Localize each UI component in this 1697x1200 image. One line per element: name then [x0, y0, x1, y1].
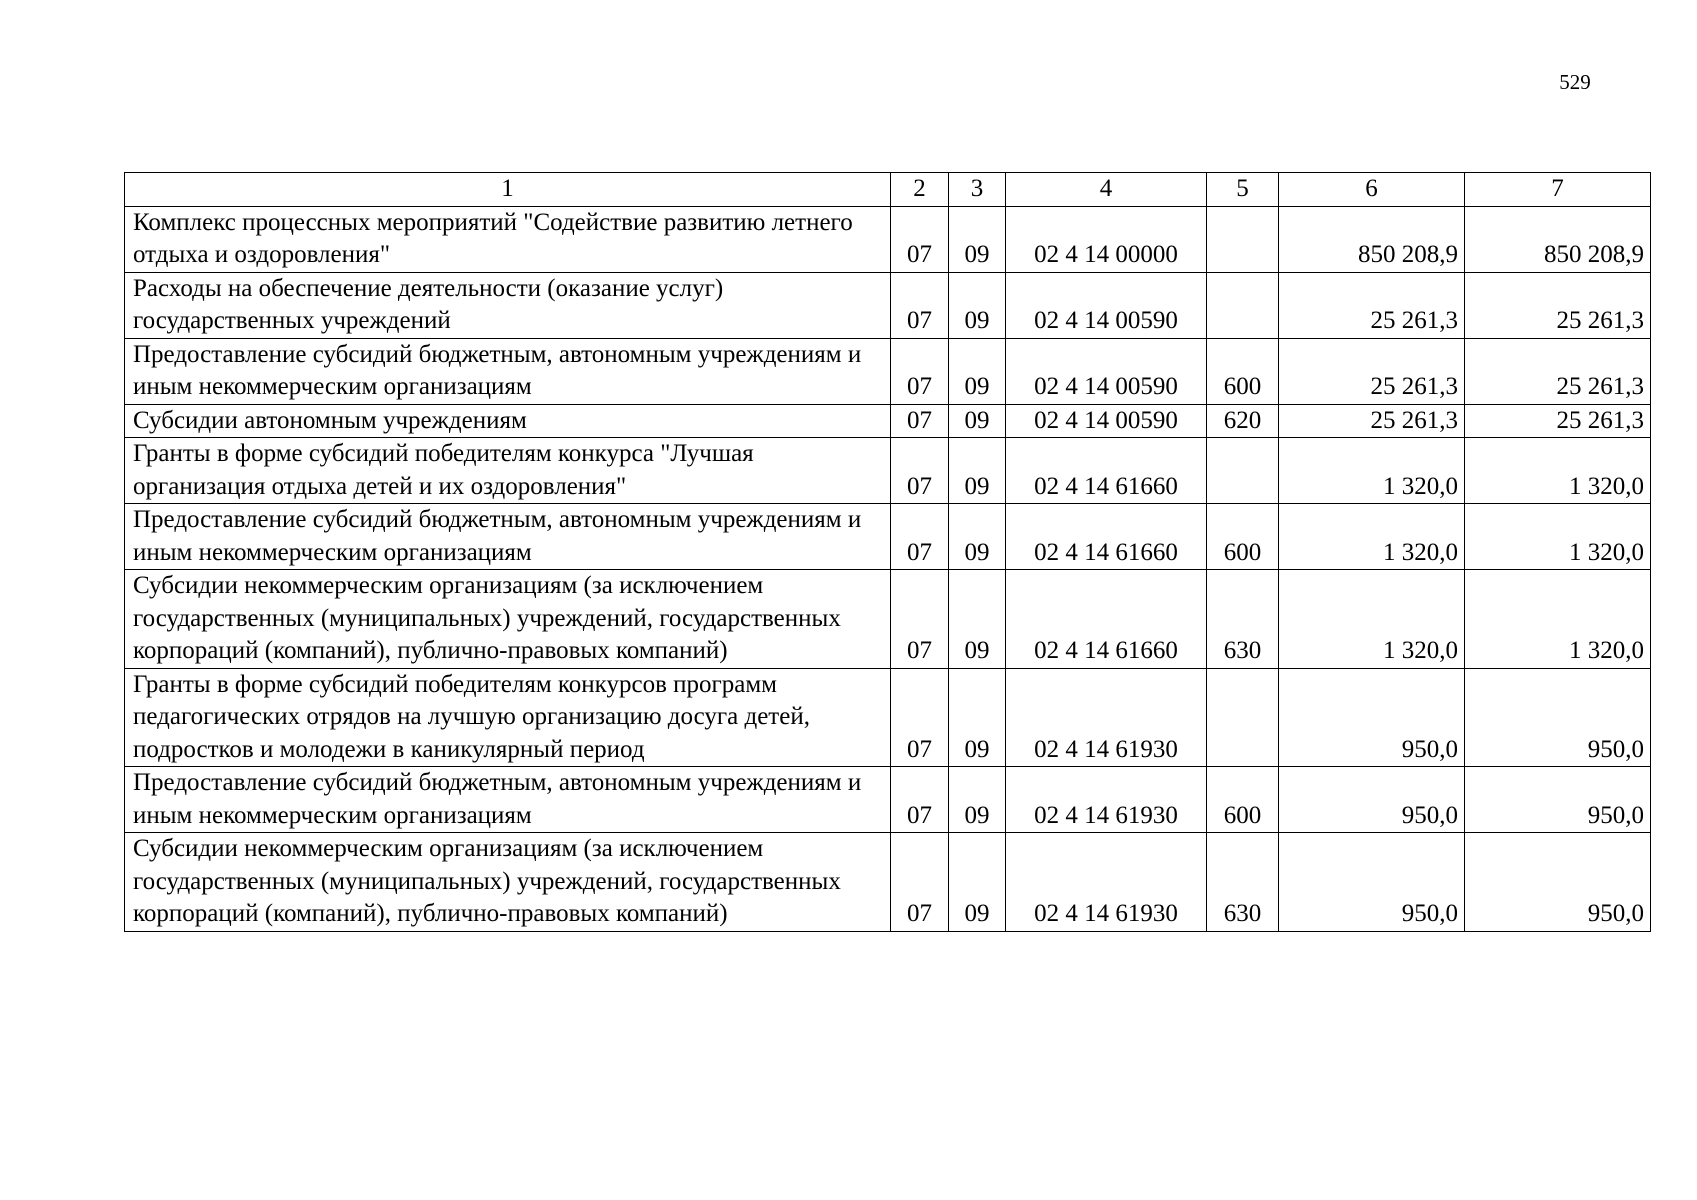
expense-type-code: 630	[1207, 833, 1279, 932]
row-description: Расходы на обеспечение деятельности (оказание услуг) государственных учреждений	[125, 272, 891, 338]
subsection-code: 09	[949, 767, 1006, 833]
row-description: Субсидии некоммерческим организациям (за исключением государственных (муниципальных) учреждений, государственных корпораций (компаний), публично-правовых компаний)	[125, 833, 891, 932]
amount-column-6: 1 320,0	[1279, 438, 1465, 504]
section-code: 07	[891, 438, 949, 504]
amount-column-6: 25 261,3	[1279, 272, 1465, 338]
amount-column-7: 850 208,9	[1465, 206, 1651, 272]
amount-column-7: 25 261,3	[1465, 272, 1651, 338]
subsection-code: 09	[949, 404, 1006, 438]
amount-column-6: 1 320,0	[1279, 504, 1465, 570]
table-row	[125, 272, 1651, 338]
row-description: Предоставление субсидий бюджетным, автономным учреждениям и иным некоммерческим организациям	[125, 504, 891, 570]
expense-type-code	[1207, 668, 1279, 767]
row-description: Субсидии автономным учреждениям	[125, 404, 891, 438]
budget-table	[124, 172, 1651, 932]
section-code: 07	[891, 570, 949, 669]
section-code: 07	[891, 504, 949, 570]
column-header: 7	[1465, 173, 1651, 207]
table-row	[125, 504, 1651, 570]
target-article-code: 02 4 14 61930	[1006, 668, 1207, 767]
row-description: Субсидии некоммерческим организациям (за исключением государственных (муниципальных) учреждений, государственных корпораций (компаний), публично-правовых компаний)	[125, 570, 891, 669]
section-code: 07	[891, 668, 949, 767]
section-code: 07	[891, 404, 949, 438]
target-article-code: 02 4 14 61930	[1006, 767, 1207, 833]
target-article-code: 02 4 14 00590	[1006, 338, 1207, 404]
expense-type-code: 630	[1207, 570, 1279, 669]
amount-column-7: 950,0	[1465, 833, 1651, 932]
amount-column-7: 950,0	[1465, 767, 1651, 833]
section-code: 07	[891, 767, 949, 833]
row-description: Гранты в форме субсидий победителям конкурса "Лучшая организация отдыха детей и их оздоровления"	[125, 438, 891, 504]
amount-column-6: 950,0	[1279, 767, 1465, 833]
target-article-code: 02 4 14 61930	[1006, 833, 1207, 932]
table-row	[125, 833, 1651, 932]
target-article-code: 02 4 14 61660	[1006, 438, 1207, 504]
amount-column-7: 1 320,0	[1465, 570, 1651, 669]
subsection-code: 09	[949, 504, 1006, 570]
column-header: 2	[891, 173, 949, 207]
expense-type-code	[1207, 272, 1279, 338]
target-article-code: 02 4 14 00590	[1006, 272, 1207, 338]
row-description: Гранты в форме субсидий победителям конкурсов программ педагогических отрядов на лучшую организацию досуга детей, подростков и молодежи в каникулярный период	[125, 668, 891, 767]
column-header: 1	[125, 173, 891, 207]
target-article-code: 02 4 14 61660	[1006, 504, 1207, 570]
expense-type-code	[1207, 206, 1279, 272]
section-code: 07	[891, 206, 949, 272]
table-row	[125, 570, 1651, 669]
section-code: 07	[891, 272, 949, 338]
column-header: 6	[1279, 173, 1465, 207]
expense-type-code: 620	[1207, 404, 1279, 438]
subsection-code: 09	[949, 438, 1006, 504]
row-description: Комплекс процессных мероприятий "Содействие развитию летнего отдыха и оздоровления"	[125, 206, 891, 272]
amount-column-6: 950,0	[1279, 833, 1465, 932]
subsection-code: 09	[949, 570, 1006, 669]
subsection-code: 09	[949, 272, 1006, 338]
row-description: Предоставление субсидий бюджетным, автономным учреждениям и иным некоммерческим организациям	[125, 767, 891, 833]
amount-column-6: 25 261,3	[1279, 338, 1465, 404]
table-row	[125, 404, 1651, 438]
column-header: 4	[1006, 173, 1207, 207]
amount-column-7: 950,0	[1465, 668, 1651, 767]
section-code: 07	[891, 338, 949, 404]
expense-type-code: 600	[1207, 338, 1279, 404]
table-header-row	[125, 173, 1651, 207]
amount-column-7: 25 261,3	[1465, 338, 1651, 404]
table-row	[125, 338, 1651, 404]
subsection-code: 09	[949, 338, 1006, 404]
table-row	[125, 206, 1651, 272]
amount-column-6: 950,0	[1279, 668, 1465, 767]
amount-column-7: 25 261,3	[1465, 404, 1651, 438]
expense-type-code: 600	[1207, 504, 1279, 570]
amount-column-6: 25 261,3	[1279, 404, 1465, 438]
target-article-code: 02 4 14 00000	[1006, 206, 1207, 272]
table-row	[125, 767, 1651, 833]
section-code: 07	[891, 833, 949, 932]
target-article-code: 02 4 14 00590	[1006, 404, 1207, 438]
table-row	[125, 668, 1651, 767]
subsection-code: 09	[949, 668, 1006, 767]
row-description: Предоставление субсидий бюджетным, автономным учреждениям и иным некоммерческим организациям	[125, 338, 891, 404]
column-header: 3	[949, 173, 1006, 207]
expense-type-code	[1207, 438, 1279, 504]
amount-column-7: 1 320,0	[1465, 438, 1651, 504]
amount-column-7: 1 320,0	[1465, 504, 1651, 570]
subsection-code: 09	[949, 206, 1006, 272]
table-row	[125, 438, 1651, 504]
subsection-code: 09	[949, 833, 1006, 932]
target-article-code: 02 4 14 61660	[1006, 570, 1207, 669]
column-header: 5	[1207, 173, 1279, 207]
page-number: 529	[1559, 70, 1591, 94]
amount-column-6: 1 320,0	[1279, 570, 1465, 669]
amount-column-6: 850 208,9	[1279, 206, 1465, 272]
expense-type-code: 600	[1207, 767, 1279, 833]
